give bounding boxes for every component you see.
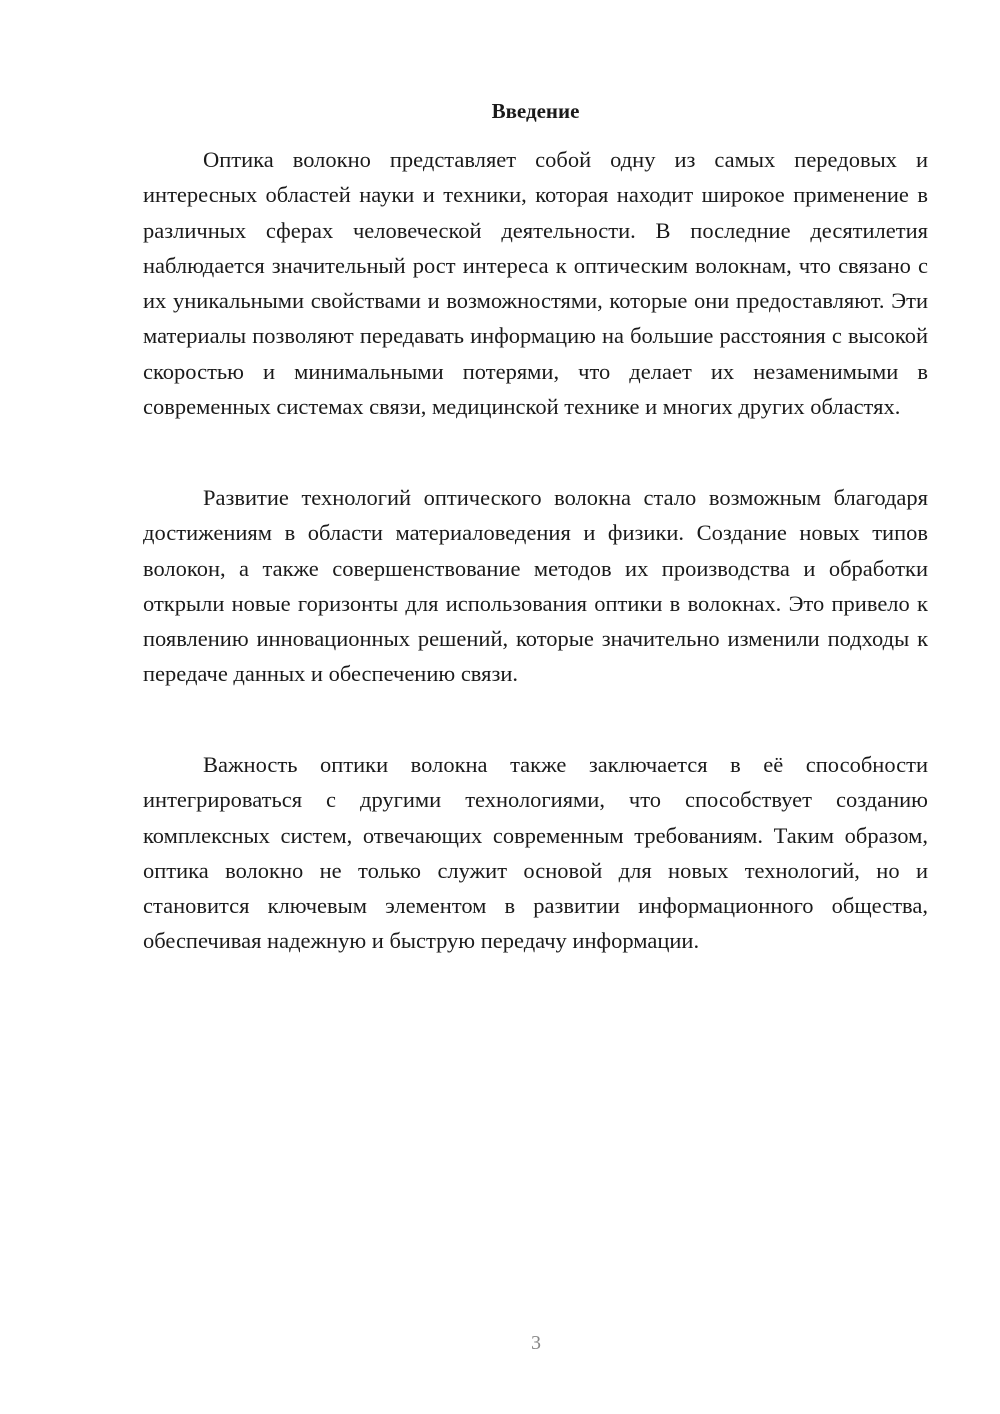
page-number: 3 (531, 1332, 541, 1354)
paragraph-1: Оптика волокно представляет собой одну из самых передовых и интересных областей науки и техники, которая находит широкое применение в различных сферах человеческой деятельности. В последние десятилетия наблюдается значительный рост интереса к оптическим волокнам, что связано с их уникальными свойствами и возможностями, которые они предоставляют. Эти материалы позволяют передавать информацию на большие расстояния с высокой скоростью и минимальными потерями, что делает их незаменимыми в современных системах связи, медицинской технике и многих других областях. (143, 147, 928, 420)
page-title: Введение (491, 99, 580, 123)
paragraph-2: Развитие технологий оптического волокна стало возможным благодаря достижениям в области материаловедения и физики. Создание новых типов волокон, а также совершенствование методов их производства и обработки открыли новые горизонты для использования оптики в волокнах. Это привело к появлению инновационных решений, которые значительно изменили подходы к передаче данных и обеспечению связи. (143, 485, 928, 687)
paragraph-3: Важность оптики волокна также заключается в её способности интегрироваться с другими технологиями, что способствует созданию комплексных систем, отвечающих современным требованиям. Таким образом, оптика волокно не только служит основой для новых технологий, но и становится ключевым элементом в развитии информационного общества, обеспечивая надежную и быструю передачу информации. (143, 752, 928, 954)
